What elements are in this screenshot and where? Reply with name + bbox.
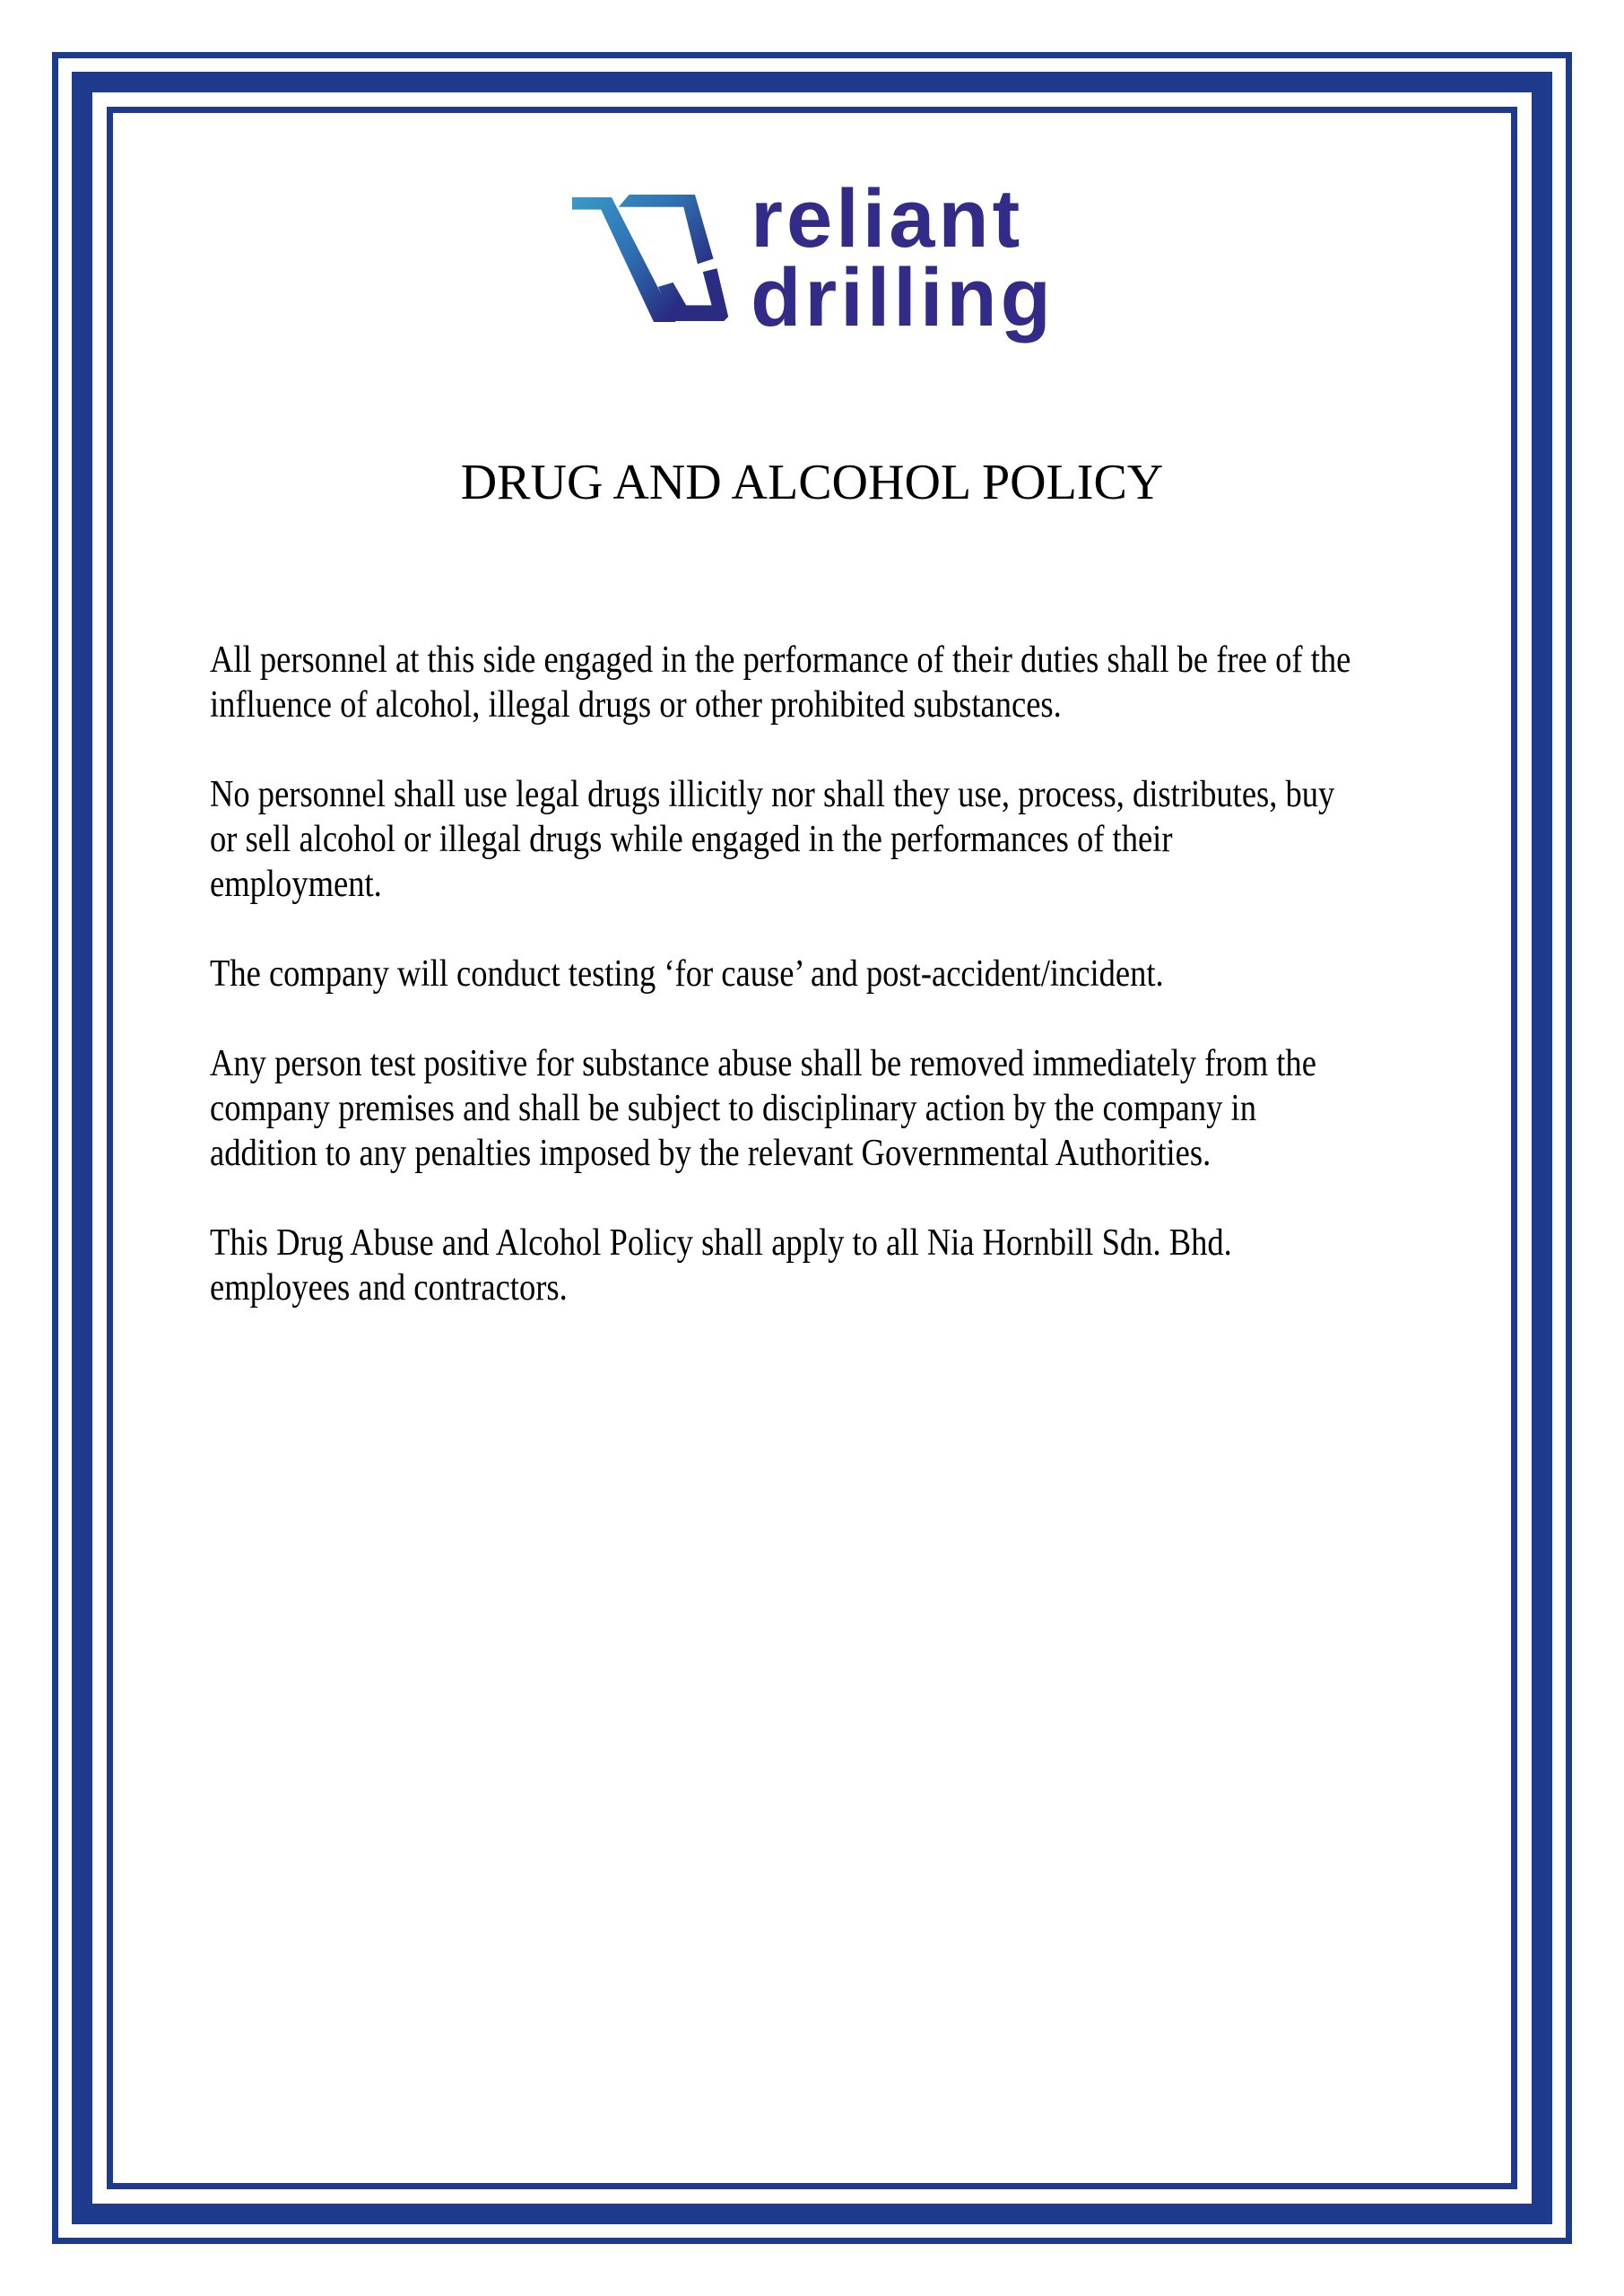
logo-wordmark	[751, 173, 1055, 344]
policy-paragraph-2: No personnel shall use legal drugs illicitly nor shall they use, process, distributes, buy or sell alcohol or illegal drugs while engaged in the performances of their employment.	[210, 774, 1335, 905]
policy-paragraph-5: This Drug Abuse and Alcohol Policy shall apply to all Nia Hornbill Sdn. Bhd. employees and contractors.	[210, 1222, 1232, 1309]
wordmark-line-1: reliant	[751, 173, 1024, 265]
policy-body	[210, 638, 1614, 1355]
document-title: DRUG AND ALCOHOL POLICY	[460, 455, 1164, 510]
policy-paragraph-4: Any person test positive for substance abuse shall be removed immediately from the company premises and shall be subject to disciplinary action by the company in addition to any penalties imposed by the relevant Governmental Authorities.	[210, 1043, 1316, 1174]
wordmark-line-2: drilling	[751, 252, 1055, 344]
reliant-drilling-logo-icon	[569, 188, 736, 329]
policy-paragraph-1: All personnel at this side engaged in the performance of their duties shall be free of the influence of alcohol, illegal drugs or other prohibited substances.	[210, 639, 1351, 726]
policy-paragraph-3: The company will conduct testing ‘for cause’ and post-accident/incident.	[210, 953, 1164, 995]
company-logo	[0, 173, 1624, 344]
